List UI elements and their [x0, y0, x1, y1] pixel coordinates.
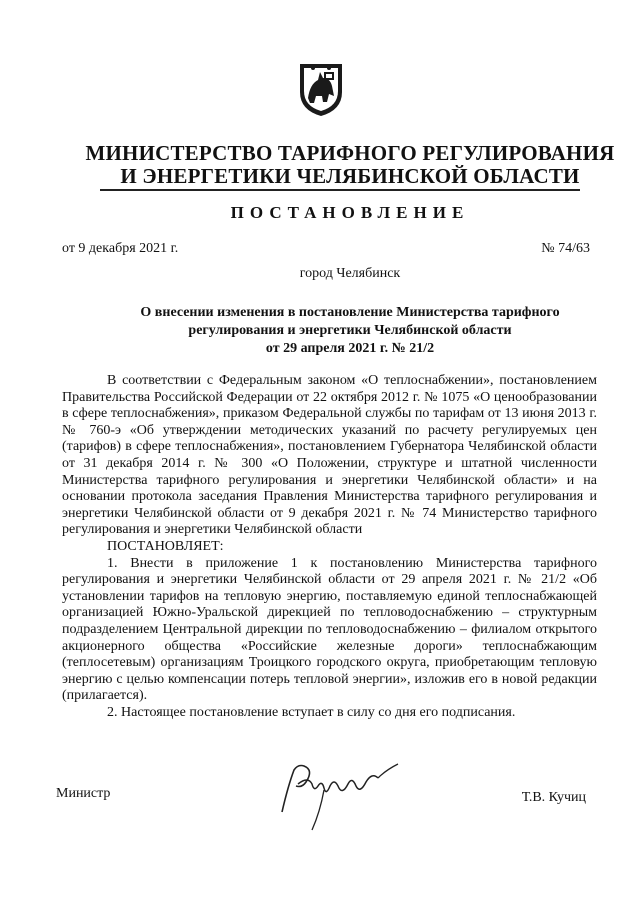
coat-of-arms-emblem: [296, 58, 346, 118]
subject-line2: регулирования и энергетики Челябинской области: [188, 323, 512, 338]
handwritten-signature: [268, 756, 408, 836]
signer-title: Министр: [56, 786, 111, 801]
item-1-paragraph: 1. Внести в приложение 1 к постановлению Министерства тарифного регулирования и энергетики Челябинской области от 29 апреля 2021 г. № 21/2 «Об установлении тарифов на тепловую энергию, поставляемую единой теплоснабжающей организацией Южно-Уральской дирекцией по тепловодоснабжению – структурным подразделением Центральной дирекции по тепловодоснабжению – филиалом открытого акционерного общества «Российские железные дороги» теплоснабжающим (теплосетевым) организациям Троицкого городского округа, приобретающим тепловую энергию с целью компенсации потерь тепловой энергии», изложив его в новой редакции (прилагается).: [62, 555, 597, 704]
document-type: ПОСТАНОВЛЕНИЕ: [230, 203, 470, 222]
document-number: № 74/63: [541, 241, 590, 256]
subject-line1: О внесении изменения в постановление Министерства тарифного: [140, 305, 560, 320]
document-subject: [90, 304, 610, 358]
preamble-paragraph: В соответствии с Федеральным законом «О теплоснабжении», постановлением Правительства Российской Федерации от 22 октября 2012 г. № 1075 «О ценообразовании в сфере теплоснабжения», приказом Федеральной службы по тарифам от 13 июня 2013 г. № 760-э «Об утверждении методических указаний по расчету регулируемых цен (тарифов) в сфере теплоснабжения», постановлением Губернатора Челябинской области от 31 декабря 2014 г. № 300 «О Положении, структуре и штатной численности Министерства тарифного регулирования и энергетики Челябинской области» и на основании протокола заседания Правления Министерства тарифного регулирования и энергетики Челябинской области от 9 декабря 2021 г. № 74 Министерство тарифного регулирования и энергетики Челябинской области: [62, 373, 597, 538]
document-date: от 9 декабря 2021 г.: [62, 241, 179, 256]
signer-name: Т.В. Кучиц: [521, 790, 586, 805]
ministry-name-line1: МИНИСТЕРСТВО ТАРИФНОГО РЕГУЛИРОВАНИЯ: [85, 141, 615, 165]
document-body: [62, 373, 597, 721]
item-2-paragraph: 2. Настоящее постановление вступает в силу со дня его подписания.: [107, 704, 516, 720]
ministry-name: [60, 142, 640, 188]
subject-line3: от 29 апреля 2021 г. № 21/2: [265, 341, 435, 356]
resolves-heading: ПОСТАНОВЛЯЕТ:: [107, 538, 224, 554]
ministry-name-line2: И ЭНЕРГЕТИКИ ЧЕЛЯБИНСКОЙ ОБЛАСТИ: [120, 164, 580, 188]
header-divider: [100, 189, 580, 191]
document-city: город Челябинск: [299, 266, 401, 281]
